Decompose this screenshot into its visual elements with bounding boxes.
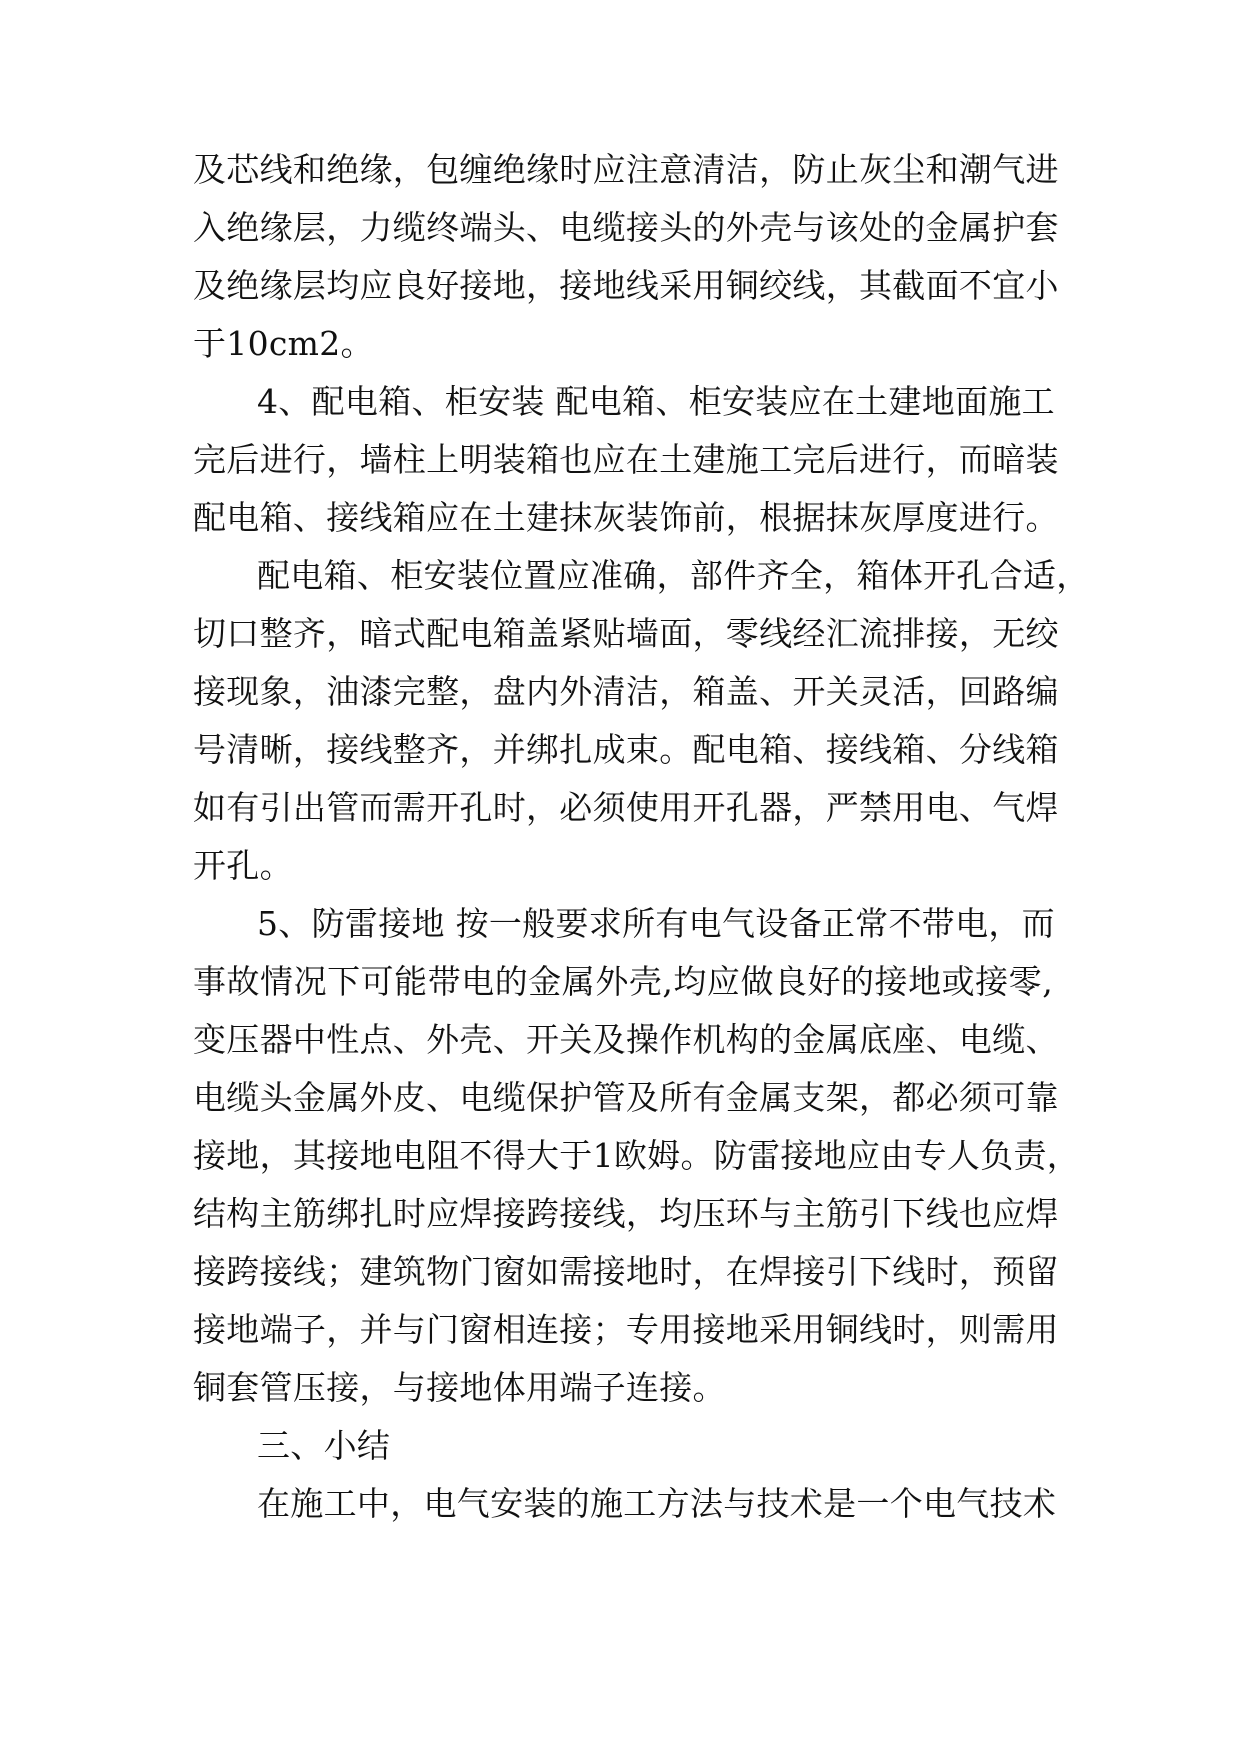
text-line: 电缆头金属外皮、电缆保护管及所有金属支架，都必须可靠: [193, 1078, 1059, 1117]
text-line: 变压器中性点、外壳、开关及操作机构的金属底座、电缆、: [193, 1020, 1059, 1059]
text-line: 事故情况下可能带电的金属外壳,均应做良好的接地或接零,: [193, 962, 1053, 1001]
text-line: 接现象，油漆完整，盘内外清洁，箱盖、开关灵活，回路编: [193, 672, 1059, 711]
text-line: 5、防雷接地 按一般要求所有电气设备正常不带电，而: [257, 904, 1055, 943]
text-line: 在施工中，电气安装的施工方法与技术是一个电气技术: [257, 1484, 1057, 1523]
text-line: 如有引出管而需开孔时，必须使用开孔器，严禁用电、气焊: [193, 788, 1059, 827]
text-line: 配电箱、柜安装位置应准确，部件齐全，箱体开孔合适，: [257, 556, 1090, 595]
text-line: 配电箱、接线箱应在土建抹灰装饰前，根据抹灰厚度进行。: [193, 498, 1059, 537]
text-line: 切口整齐，暗式配电箱盖紧贴墙面，零线经汇流排接，无绞: [193, 614, 1059, 653]
text-line: 结构主筋绑扎时应焊接跨接线，均压环与主筋引下线也应焊: [193, 1194, 1059, 1233]
section-heading: 三、小结: [257, 1426, 391, 1465]
text-line: 入绝缘层，力缆终端头、电缆接头的外壳与该处的金属护套: [193, 208, 1059, 247]
text-line: 完后进行，墙柱上明装箱也应在土建施工完后进行，而暗装: [193, 440, 1059, 479]
text-line: 铜套管压接，与接地体用端子连接。: [193, 1368, 726, 1407]
text-line: 号清晰，接线整齐，并绑扎成束。配电箱、接线箱、分线箱: [193, 730, 1059, 769]
text-line: 4、配电箱、柜安装 配电箱、柜安装应在土建地面施工: [257, 382, 1055, 421]
text-line: 于10cm2。: [193, 324, 374, 363]
text-line: 及绝缘层均应良好接地，接地线采用铜绞线，其截面不宜小: [193, 266, 1059, 305]
text-line: 及芯线和绝缘，包缠绝缘时应注意清洁，防止灰尘和潮气进: [193, 150, 1059, 189]
text-line: 接跨接线；建筑物门窗如需接地时，在焊接引下线时，预留: [193, 1252, 1059, 1291]
text-line: 接地，其接地电阻不得大于1欧姆。防雷接地应由专人负责，: [193, 1136, 1081, 1175]
text-line: 开孔。: [193, 846, 293, 885]
text-line: 接地端子，并与门窗相连接；专用接地采用铜线时，则需用: [193, 1310, 1059, 1349]
